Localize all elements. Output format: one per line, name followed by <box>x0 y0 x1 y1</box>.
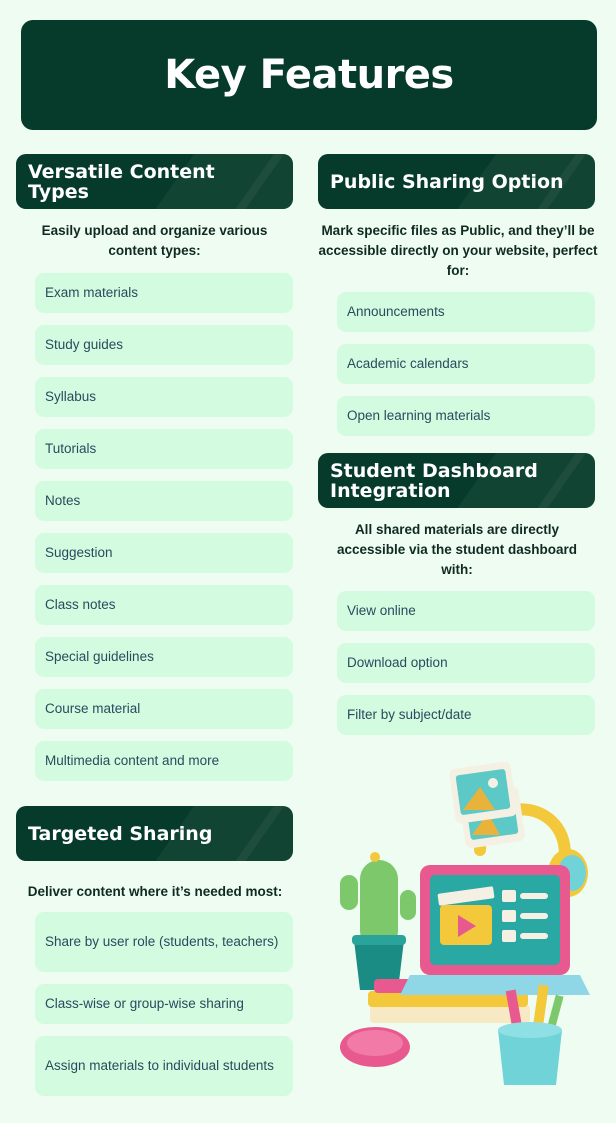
mouse-icon <box>340 1027 410 1067</box>
list-item: Share by user role (students, teachers) <box>35 912 293 972</box>
list-item: View online <box>337 591 595 631</box>
list-item: Academic calendars <box>337 344 595 384</box>
list-item: Multimedia content and more <box>35 741 293 781</box>
list-item: Class notes <box>35 585 293 625</box>
list-item: Study guides <box>35 325 293 365</box>
title-banner <box>21 20 597 130</box>
list-item: Syllabus <box>35 377 293 417</box>
public-sharing-list <box>337 292 595 448</box>
page-title: Key Features <box>164 52 454 98</box>
section-heading-text: Student Dashboard Integration <box>330 459 538 502</box>
section-heading-targeted-sharing <box>16 806 293 861</box>
list-item: Announcements <box>337 292 595 332</box>
section-heading-dashboard <box>318 453 595 508</box>
dashboard-intro: All shared materials are directly accessible via the student dashboard with: <box>336 522 578 577</box>
list-item: Download option <box>337 643 595 683</box>
list-item: Tutorials <box>35 429 293 469</box>
section-heading-content-types <box>16 154 293 209</box>
section-heading-text: Public Sharing Option <box>330 170 564 193</box>
section-heading-text: Targeted Sharing <box>28 822 213 845</box>
targeted-sharing-intro: Deliver content where it’s needed most: <box>27 884 283 899</box>
targeted-sharing-list <box>35 912 293 1108</box>
image-frame-icon <box>449 761 526 849</box>
list-item: Course material <box>35 689 293 729</box>
list-item: Suggestion <box>35 533 293 573</box>
study-desk-illustration <box>330 755 590 1095</box>
list-item: Filter by subject/date <box>337 695 595 735</box>
cactus-icon <box>340 852 416 990</box>
content-types-intro: Easily upload and organize various content types: <box>41 223 268 258</box>
list-item: Assign materials to individual students <box>35 1036 293 1096</box>
list-item: Class-wise or group-wise sharing <box>35 984 293 1024</box>
content-types-list <box>35 273 293 793</box>
section-heading-text: Versatile Content Types <box>28 160 215 203</box>
list-item: Special guidelines <box>35 637 293 677</box>
list-item: Exam materials <box>35 273 293 313</box>
laptop-icon <box>400 865 590 995</box>
section-heading-public-sharing <box>318 154 595 209</box>
public-sharing-intro: Mark specific files as Public, and they’ll be accessible directly on your website, perfect for: <box>318 223 598 278</box>
pencil-cup-icon <box>498 985 564 1085</box>
list-item: Open learning materials <box>337 396 595 436</box>
list-item: Notes <box>35 481 293 521</box>
dashboard-list <box>337 591 595 747</box>
